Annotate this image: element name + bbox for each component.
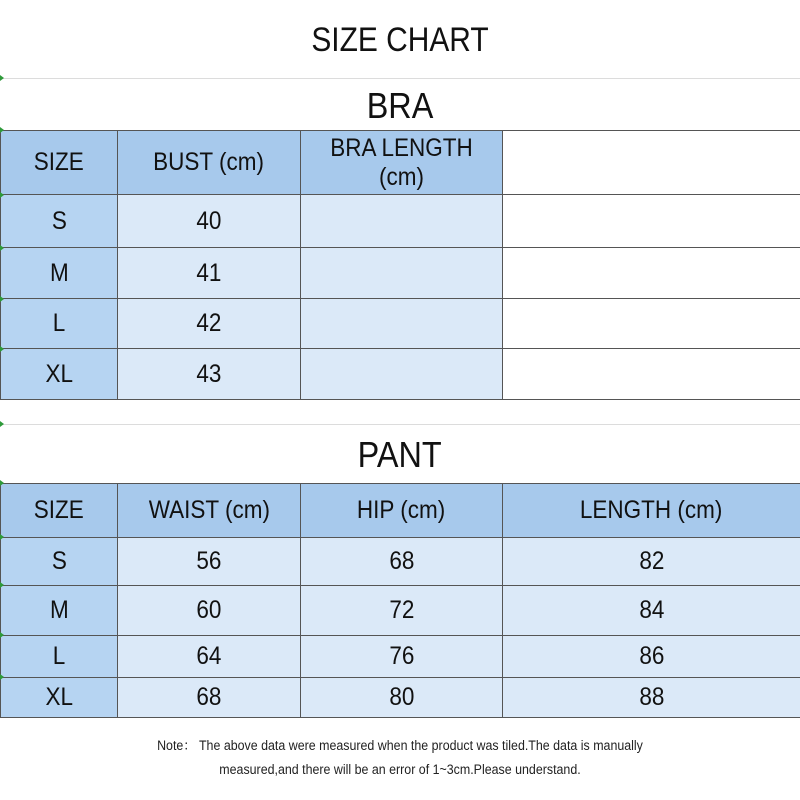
bra-empty-cell [503, 349, 800, 400]
pant-hip-cell: 80 [301, 678, 503, 718]
note-line-1: Note： The above data were measured when the product was tiled.The data is manually [157, 738, 643, 753]
bra-bust-cell: 43 [118, 349, 301, 400]
pant-waist-cell: 56 [118, 538, 301, 586]
pant-length-cell: 84 [503, 586, 800, 636]
pant-header-hip: HIP (cm) [301, 484, 503, 538]
bra-length-cell [301, 349, 503, 400]
row-marker [0, 632, 4, 638]
table-row [1, 678, 800, 718]
row-marker [0, 582, 4, 588]
pant-length-cell: 88 [503, 678, 800, 718]
pant-length-cell: 82 [503, 538, 800, 586]
section-divider [0, 424, 800, 425]
pant-hip-cell: 72 [301, 586, 503, 636]
row-marker [0, 480, 4, 486]
row-marker [0, 534, 4, 540]
table-row [1, 299, 800, 349]
bra-header-size: SIZE [1, 131, 118, 195]
pant-size-cell: M [1, 586, 118, 636]
bra-length-cell [301, 248, 503, 299]
row-marker [0, 346, 4, 352]
pant-waist-cell: 68 [118, 678, 301, 718]
pant-waist-cell: 64 [118, 636, 301, 678]
pant-waist-cell: 60 [118, 586, 301, 636]
bra-empty-cell [503, 248, 800, 299]
bra-bust-cell: 42 [118, 299, 301, 349]
bra-header-bust: BUST (cm) [118, 131, 301, 195]
bra-header-row [1, 131, 800, 195]
pant-length-cell: 86 [503, 636, 800, 678]
pant-size-cell: L [1, 636, 118, 678]
pant-header-row [1, 484, 800, 538]
page-title: SIZE CHART [311, 20, 489, 59]
pant-header-length: LENGTH (cm) [503, 484, 800, 538]
bra-size-table [0, 130, 800, 400]
table-row [1, 538, 800, 586]
row-marker [0, 245, 4, 251]
row-marker [0, 421, 4, 427]
row-marker [0, 192, 4, 198]
bra-length-cell [301, 195, 503, 248]
pant-header-waist: WAIST (cm) [118, 484, 301, 538]
table-row [1, 248, 800, 299]
bra-size-cell: M [1, 248, 118, 299]
bra-empty-cell [503, 299, 800, 349]
row-marker [0, 75, 4, 81]
bra-bust-cell: 40 [118, 195, 301, 248]
row-marker [0, 674, 4, 680]
pant-hip-cell: 68 [301, 538, 503, 586]
bra-bust-cell: 41 [118, 248, 301, 299]
measurement-note [0, 734, 800, 782]
pant-size-cell: XL [1, 678, 118, 718]
table-row [1, 636, 800, 678]
pant-size-table [0, 483, 800, 718]
table-row [1, 349, 800, 400]
bra-size-cell: L [1, 299, 118, 349]
note-line-2: measured,and there will be an error of 1~3cm.Please understand. [219, 762, 581, 777]
pant-header-size: SIZE [1, 484, 118, 538]
bra-length-cell [301, 299, 503, 349]
title-divider [0, 78, 800, 79]
bra-size-cell: XL [1, 349, 118, 400]
pant-size-cell: S [1, 538, 118, 586]
table-row [1, 195, 800, 248]
pant-hip-cell: 76 [301, 636, 503, 678]
bra-section-title: BRA [366, 85, 434, 126]
table-row [1, 586, 800, 636]
bra-empty-cell [503, 195, 800, 248]
pant-section-title: PANT [357, 434, 443, 475]
bra-size-cell: S [1, 195, 118, 248]
bra-header-empty [503, 131, 800, 195]
row-marker [0, 296, 4, 302]
row-marker [0, 127, 4, 133]
bra-header-length: BRA LENGTH (cm) [301, 131, 503, 195]
